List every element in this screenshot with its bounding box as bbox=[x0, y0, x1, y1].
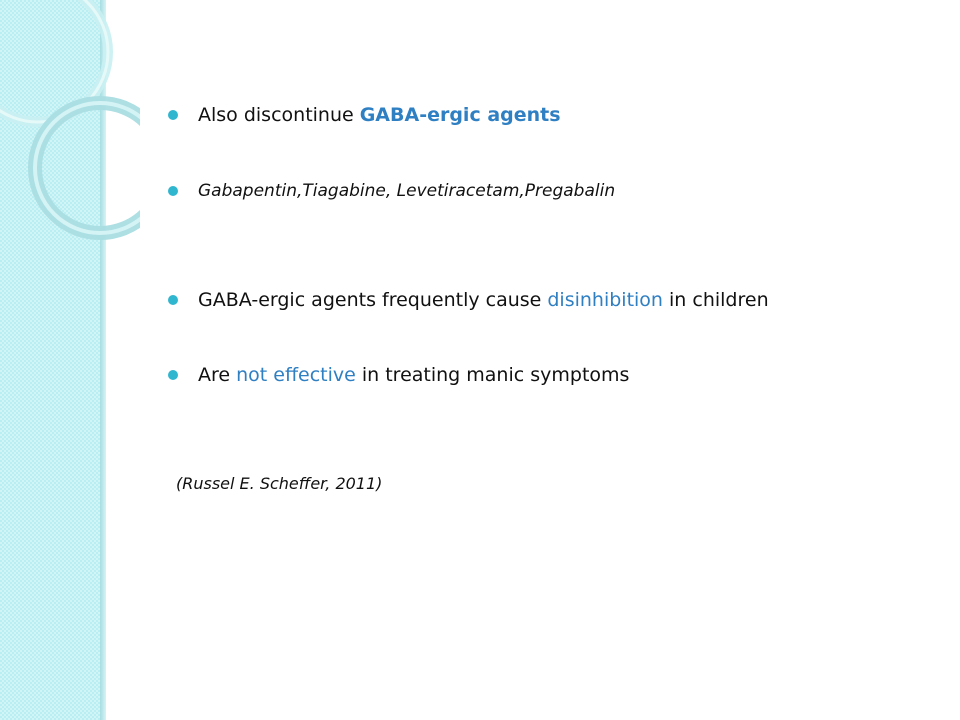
bullet-highlight: GABA-ergic agents bbox=[359, 104, 561, 126]
bullet-text: GABA-ergic agents frequently cause bbox=[198, 289, 542, 311]
bullet-discontinue-gaba bbox=[168, 104, 561, 126]
bullet-dot bbox=[168, 186, 178, 196]
bullet-dot bbox=[168, 110, 178, 120]
bullet-text: Gabapentin,Tiagabine, Levetiracetam,Pregabalin bbox=[198, 181, 616, 201]
bullet-text-after: in treating manic symptoms bbox=[355, 364, 630, 386]
bullet-drug-list bbox=[168, 181, 615, 201]
bullet-text: Also discontinue bbox=[198, 104, 354, 126]
slide-content bbox=[168, 0, 928, 720]
bullet-text: Are bbox=[198, 364, 231, 386]
lower-ring bbox=[35, 103, 140, 233]
bullet-highlight: disinhibition bbox=[547, 289, 663, 311]
decorative-rings bbox=[0, 0, 140, 260]
citation: (Russel E. Scheffer, 2011) bbox=[176, 474, 383, 493]
bullet-not-effective bbox=[168, 364, 629, 386]
bullet-highlight: not effective bbox=[236, 364, 356, 386]
bullet-dot bbox=[168, 370, 178, 380]
bullet-dot bbox=[168, 295, 178, 305]
bullet-text-after: in children bbox=[662, 289, 769, 311]
bullet-disinhibition bbox=[168, 289, 769, 311]
